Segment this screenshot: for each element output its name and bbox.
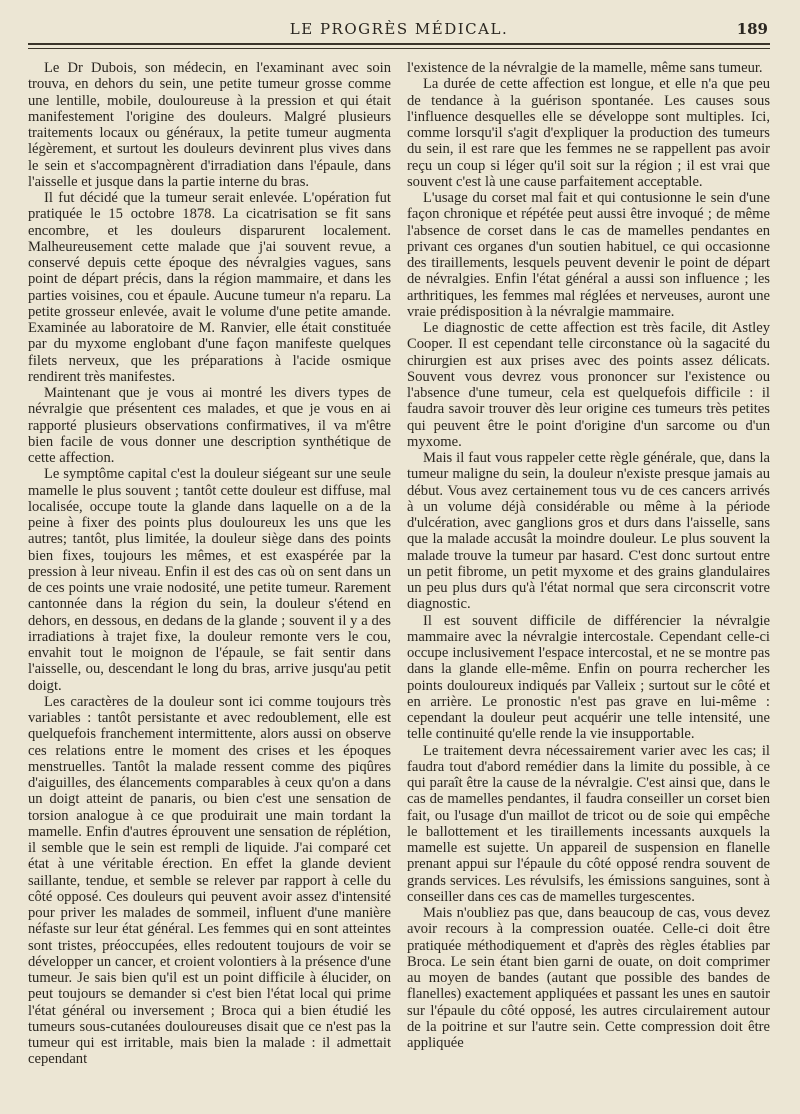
paragraph: Mais n'oubliez pas que, dans beaucoup de cas, vous devez avoir recours à la compression ouatée. Celle-ci doit être pratiquée méthodiquement et d'après des règles établies par Broca. Le sein étant bien garni de ouate, on doit comprimer au moyen de bandes (autant que possible des bandes de flanelles) exactement appliquées et passant les unes en sautoir sur l'épaule du côté opposé, les autres circulairement autour de la poitrine et sur l'autre sein. Cette compression doit être appliquée [407,905,770,1051]
paragraph: Maintenant que je vous ai montré les divers types de névralgie que présentent ces malades, et que je vous en ai rapporté plusieurs observations confirmatives, il va m'être bien facile de vous donner une description synthétique de cette affection. [28,385,391,466]
paragraph-continued: l'existence de la névralgie de la mamelle, même sans tumeur. [407,60,763,76]
page-header [28,18,770,44]
paragraph: L'usage du corset mal fait et qui contusionne le sein d'une façon chronique et répétée peut aussi être invoqué ; de même l'absence de corset dans le cas de mamelles pendantes en privant ces organes d'un soutien habituel, ce qui occasionne des tiraillements, lesquels peuvent devenir le point de départ de névralgies. Enfin l'état général a aussi son influence ; les arthritiques, les femmes mal réglées et nerveuses, auront une vraie prédisposition à la névralgie mammaire. [407,190,770,320]
page-number: 189 [736,20,768,38]
paragraph: Le Dr Dubois, son médecin, en l'examinant avec soin trouva, en dehors du sein, une petite tumeur grosse comme une lentille, mobile, douloureuse à la pression et qui était manifestement l'origine des douleurs. Malgré plusieurs traitements locaux ou généraux, la petite tumeur augmenta légèrement, et surtout les douleurs devinrent plus vives dans le sein et s'accompagnèrent d'irradiation dans l'épaule, dans l'aisselle et jusque dans la partie interne du bras. [28,60,391,190]
paragraph: Il est souvent difficile de différencier la névralgie mammaire avec la névralgie intercostale. Cependant celle-ci occupe inclusivement l'espace intercostal, et ne se montre pas dans la glande elle-même. Enfin on pourra rechercher les points douloureux indiqués par Valleix ; surtout sur le côté et en arrière. Le pronostic n'est pas grave en lui-même : cependant la douleur peut acquérir une telle intensité, une telle continuité qu'elle rende la vie insupportable. [407,612,770,743]
paragraph: Les caractères de la douleur sont ici comme toujours très variables : tantôt persistante et avec redoublement, elle est quelquefois franchement intermittente, alors aussi on observe ces relations entre le moment des crises et les époques menstruelles. Tantôt la malade ressent comme des piqûres d'aiguilles, des élancements comparables à ceux qu'on a dans un doigt atteint de panaris, ou bien c'est une sensation de torsion analogue à ce que produirait une main tordant la mamelle. Enfin d'autres éprouvent une sensation de réplétion, il semble que le sein est rempli de liquide. J'ai comparé cet état à une véritable érection. En effet la glande devient saillante, tendue, et semble se relever par rapport à celle du côté opposé. Ces douleurs qui peuvent avoir assez d'intensité pour priver les malades de sommeil, influent d'une manière néfaste sur leur état général. Les femmes qui en sont atteintes sont tristes, préoccupées, elles redoutent toujours de voir se développer un cancer, et croient volontiers à la présence d'une tumeur. Je sais bien qu'il est un point difficile à élucider, on peut toujours se demander si c'est bien l'état local qui prime l'état général ou inversement ; Broca qui a bien étudié les tumeurs sous-cutanées douloureuses disait que ce n'est pas la tumeur qui est irritable, mais bien la malade : il admettait cependant [28,693,391,1068]
paragraph: Mais il faut vous rappeler cette règle générale, que, dans la tumeur maligne du sein, la douleur n'existe presque jamais au début. Vous avez certainement tous vu de ces cancers arrivés à un volume déjà considérable ou même à la période d'ulcération, avec ganglions gros et durs dans l'aisselle, sans que la malade accusât la moindre douleur. Le plus souvent la malade trouve la tumeur par hasard. C'est donc surtout entre un petit fibrome, un petit myxome et des grains glandulaires un peu plus durs qu'à l'état normal que sera circonscrit votre diagnostic. [407,450,770,613]
left-column [28,60,391,1068]
right-column [407,60,770,1051]
paragraph: Le diagnostic de cette affection est très facile, dit Astley Cooper. Il est cependant telle circonstance où la sagacité du chirurgien est aux prises avec des points assez délicats. Souvent vous devrez vous prononcer sur l'existence ou l'absence d'une tumeur, cela est quelquefois difficile : il faudra savoir trouver dès leur origine ces tumeurs très petites qui peuvent être le point d'origine d'un sarcome ou d'un myxome. [407,320,770,450]
paragraph: Le traitement devra nécessairement varier avec les cas; il faudra tout d'abord remédier dans la limite du possible, à ce qui paraît être la cause de la névralgie. C'est ainsi que, dans le cas de mamelles pendantes, il faudra conseiller un corset bien fait, ou l'usage d'un maillot de tricot ou de soie qui empêche le ballottement et les tiraillements incessants auxquels la mamelle est sujette. Un appareil de suspension en flanelle prenant appui sur l'épaule du côté opposé rendra souvent de grands services. Les révulsifs, les émissions sanguines, sont à conseiller dans ces cas de mamelles turgescentes. [407,742,770,905]
paragraph: Le symptôme capital c'est la douleur siégeant sur une seule mamelle le plus souvent ; tantôt cette douleur est diffuse, mal localisée, occupe toute la glande dans laquelle on a de la peine à fixer des points plus douloureux les uns que les autres; tantôt, plus limitée, la douleur siège dans des points bien fixes, toujours les mêmes, et est exaspérée par la pression à leur niveau. Enfin il est des cas où on sent dans un de ces points une vraie nodosité, une petite tumeur. Rarement cantonnée dans la région du sein, la douleur s'étend en dehors, en dessous, en dedans de la glande ; souvent il y a des irradiations à trajet fixe, la douleur remonte vers le cou, envahit tout le moignon de l'épaule, se fait sentir dans l'aisselle, ou, descendant le long du bras, arrive jusqu'au petit doigt. [28,466,391,694]
running-title: LE PROGRÈS MÉDICAL. [289,20,509,38]
text-columns [28,60,770,1104]
header-rule [28,43,770,49]
paragraph: La durée de cette affection est longue, et elle n'a que peu de tendance à la guérison spontanée. Les causes sous l'influence desquelles elle se développe sont multiples. Ici, comme lorsqu'il s'agit d'expliquer la production des tumeurs du sein, il est rare que les femmes ne se rappellent pas avoir reçu un coup si léger qu'il soit sur la région ; il est vrai que souvent c'est là une cause parfaitement acceptable. [407,76,770,190]
paragraph: Il fut décidé que la tumeur serait enlevée. L'opération fut pratiquée le 15 octobre 1878. La cicatrisation se fit sans encombre, et les douleurs disparurent localement. Malheureusement cette malade que j'ai souvent revue, a conservé depuis cette époque des névralgies vagues, sans point de départ précis, dans la région mammaire, et dans les parties voisines, cou et épaule. Aucune tumeur n'a reparu. La petite grosseur enlevée, avait le volume d'une petite amande. Examinée au laboratoire de M. Ranvier, elle était constituée par du myxome englobant d'une façon manifeste quelques filets nerveux, que les préparations à l'acide osmique rendirent très manifestes. [28,190,391,385]
